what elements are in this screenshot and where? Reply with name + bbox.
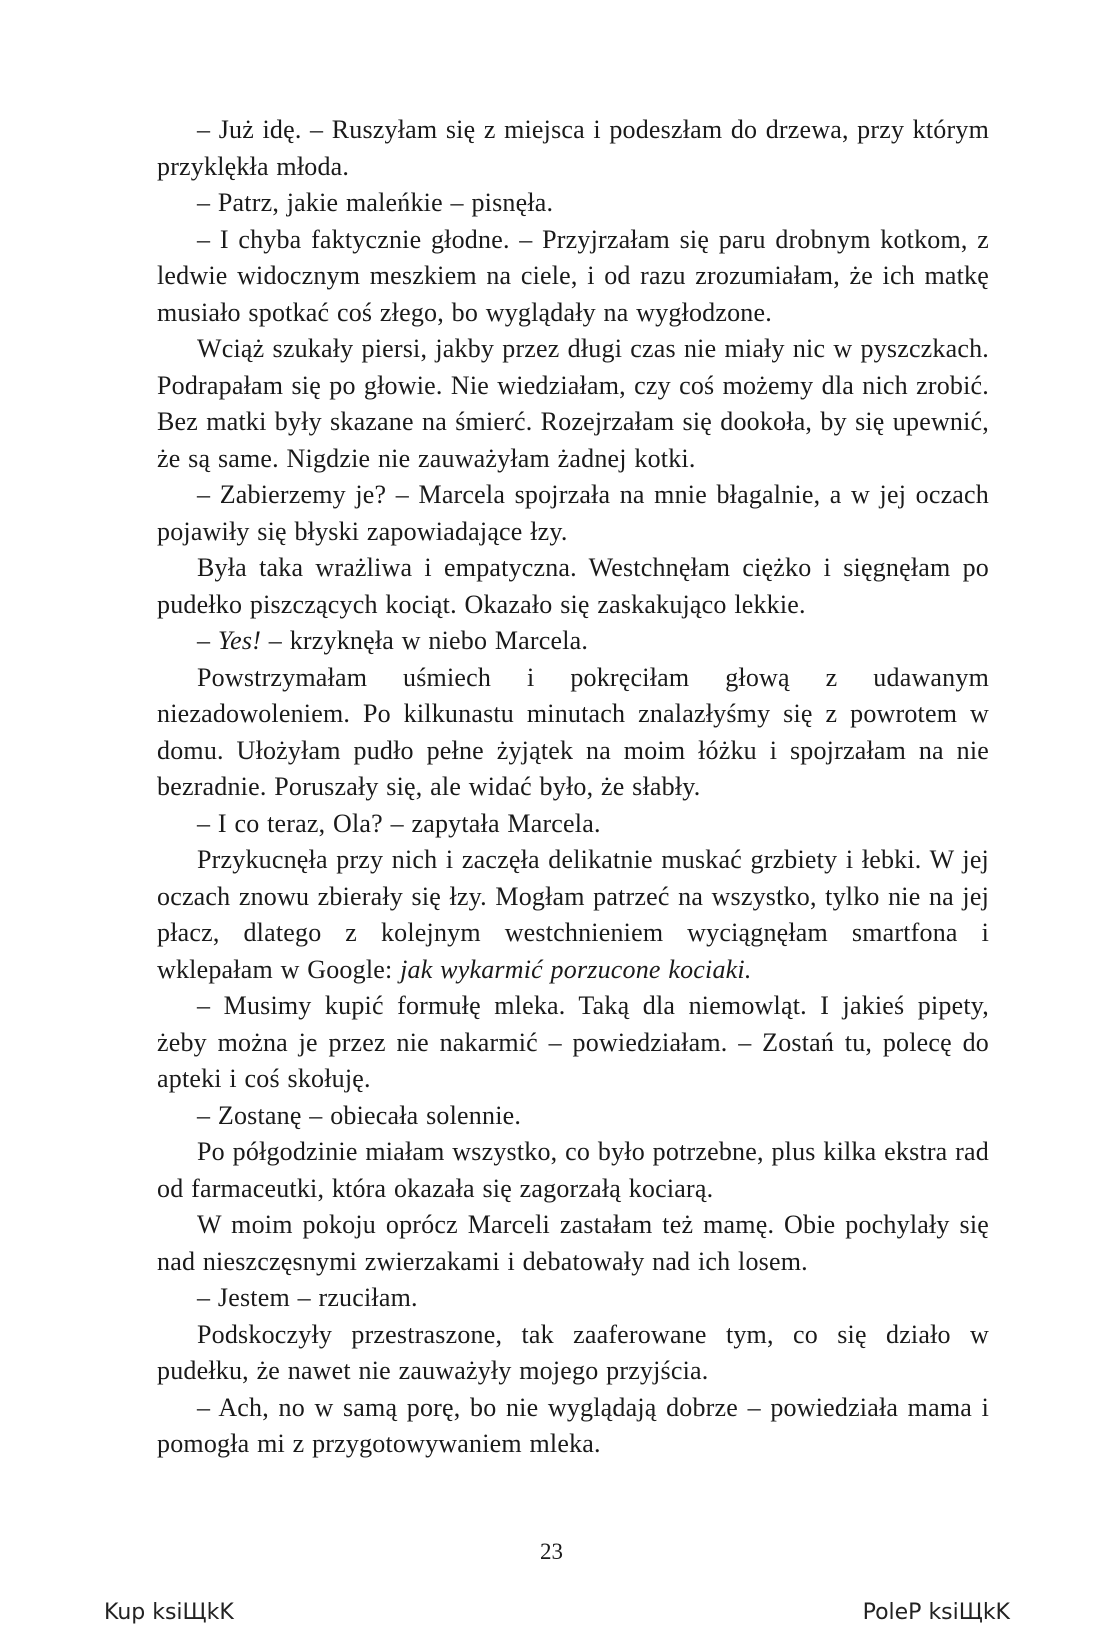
paragraph: – I chyba faktycznie głodne. – Przyjrzałam się paru drobnym kotkom, z ledwie widocznym meszkiem na ciele, i od razu zrozumiałam, że ich matkę musiało spotkać coś złego, bo wyglądały na wygłodzone. <box>157 224 989 327</box>
paragraph: – Zabierzemy je? – Marcela spojrzała na mnie błagalnie, a w jej oczach pojawiły się błyski zapowiadające łzy. <box>157 480 989 546</box>
paragraph <box>157 842 989 988</box>
recommend-book-link[interactable]: PoleP ksiЩkK <box>862 1600 1010 1625</box>
paragraph: – Jestem – rzuciłam. <box>197 1283 418 1312</box>
paragraph: – Zostanę – obiecała solennie. <box>197 1100 522 1130</box>
paragraph-text: – <box>197 626 218 655</box>
book-text <box>157 112 989 1463</box>
paragraph: – Już idę. – Ruszyłam się z miejsca i podeszłam do drzewa, przy którym przyklękła młoda. <box>157 115 989 181</box>
paragraph: – Patrz, jakie maleńkie – pisnęła. <box>197 188 554 217</box>
paragraph-text: Przykucnęła przy nich i zaczęła delikatnie muskać grzbiety i łebki. W jej oczach znowu zbierały się łzy. Mogłam patrzeć na wszystko, tylko nie na jej płacz, dlatego z kolejnym westchnieniem wyciągnęłam smartfona i wklepałam w Google: <box>157 845 989 984</box>
paragraph: – I co teraz, Ola? – zapytała Marcela. <box>197 808 601 838</box>
italic-text: Yes! <box>217 626 262 655</box>
paragraph: Podskoczyły przestraszone, tak zaaferowane tym, co się działo w pudełku, że nawet nie zauważyły mojego przyjścia. <box>157 1319 989 1385</box>
paragraph: – Ach, no w samą porę, bo nie wyglądają dobrze – powiedziała mama i pomogła mi z przygotowywaniem mleka. <box>157 1392 989 1458</box>
paragraph <box>157 623 989 660</box>
paragraph: Po półgodzinie miałam wszystko, co było potrzebne, plus kilka ekstra rad od farmaceutki, która okazała się zagorzałą kociarą. <box>157 1137 989 1203</box>
paragraph: Powstrzymałam uśmiech i pokręciłam głową z udawanym niezadowoleniem. Po kilkunastu minutach znalazłyśmy się z powrotem w domu. Ułożyłam pudło pełne żyjątek na moim łóżku i spojrzałam na nie bezradnie. Poruszały się, ale widać było, że słabły. <box>157 662 989 801</box>
paragraph: W moim pokoju oprócz Marceli zastałam też mamę. Obie pochylały się nad nieszczęsnymi zwierzakami i debatowały nad ich losem. <box>157 1210 989 1276</box>
page-number: 23 <box>540 1539 563 1564</box>
paragraph-text: – krzyknęła w niebo Marcela. <box>261 626 589 655</box>
paragraph: Była taka wrażliwa i empatyczna. Westchnęłam ciężko i sięgnęłam po pudełko piszczących kociąt. Okazało się zaskakująco lekkie. <box>157 553 989 619</box>
paragraph: – Musimy kupić formułę mleka. Taką dla niemowląt. I jakieś pipety, żeby można je przez nie nakarmić – powiedziałam. – Zostań tu, polecę do apteki i coś skołuję. <box>157 991 989 1093</box>
buy-book-link[interactable]: Kup ksiЩkK <box>104 1600 234 1625</box>
paragraph: Wciąż szukały piersi, jakby przez długi czas nie miały nic w pyszczkach. Podrapałam się po głowie. Nie wiedziałam, czy coś możemy dla nich zrobić. Bez matki były skazane na śmierć. Rozejrzałam się dookoła, by się upewnić, że są same. Nigdzie nie zauważyłam żadnej kotki. <box>157 334 989 473</box>
italic-text: jak wykarmić porzucone kociaki. <box>400 954 752 984</box>
